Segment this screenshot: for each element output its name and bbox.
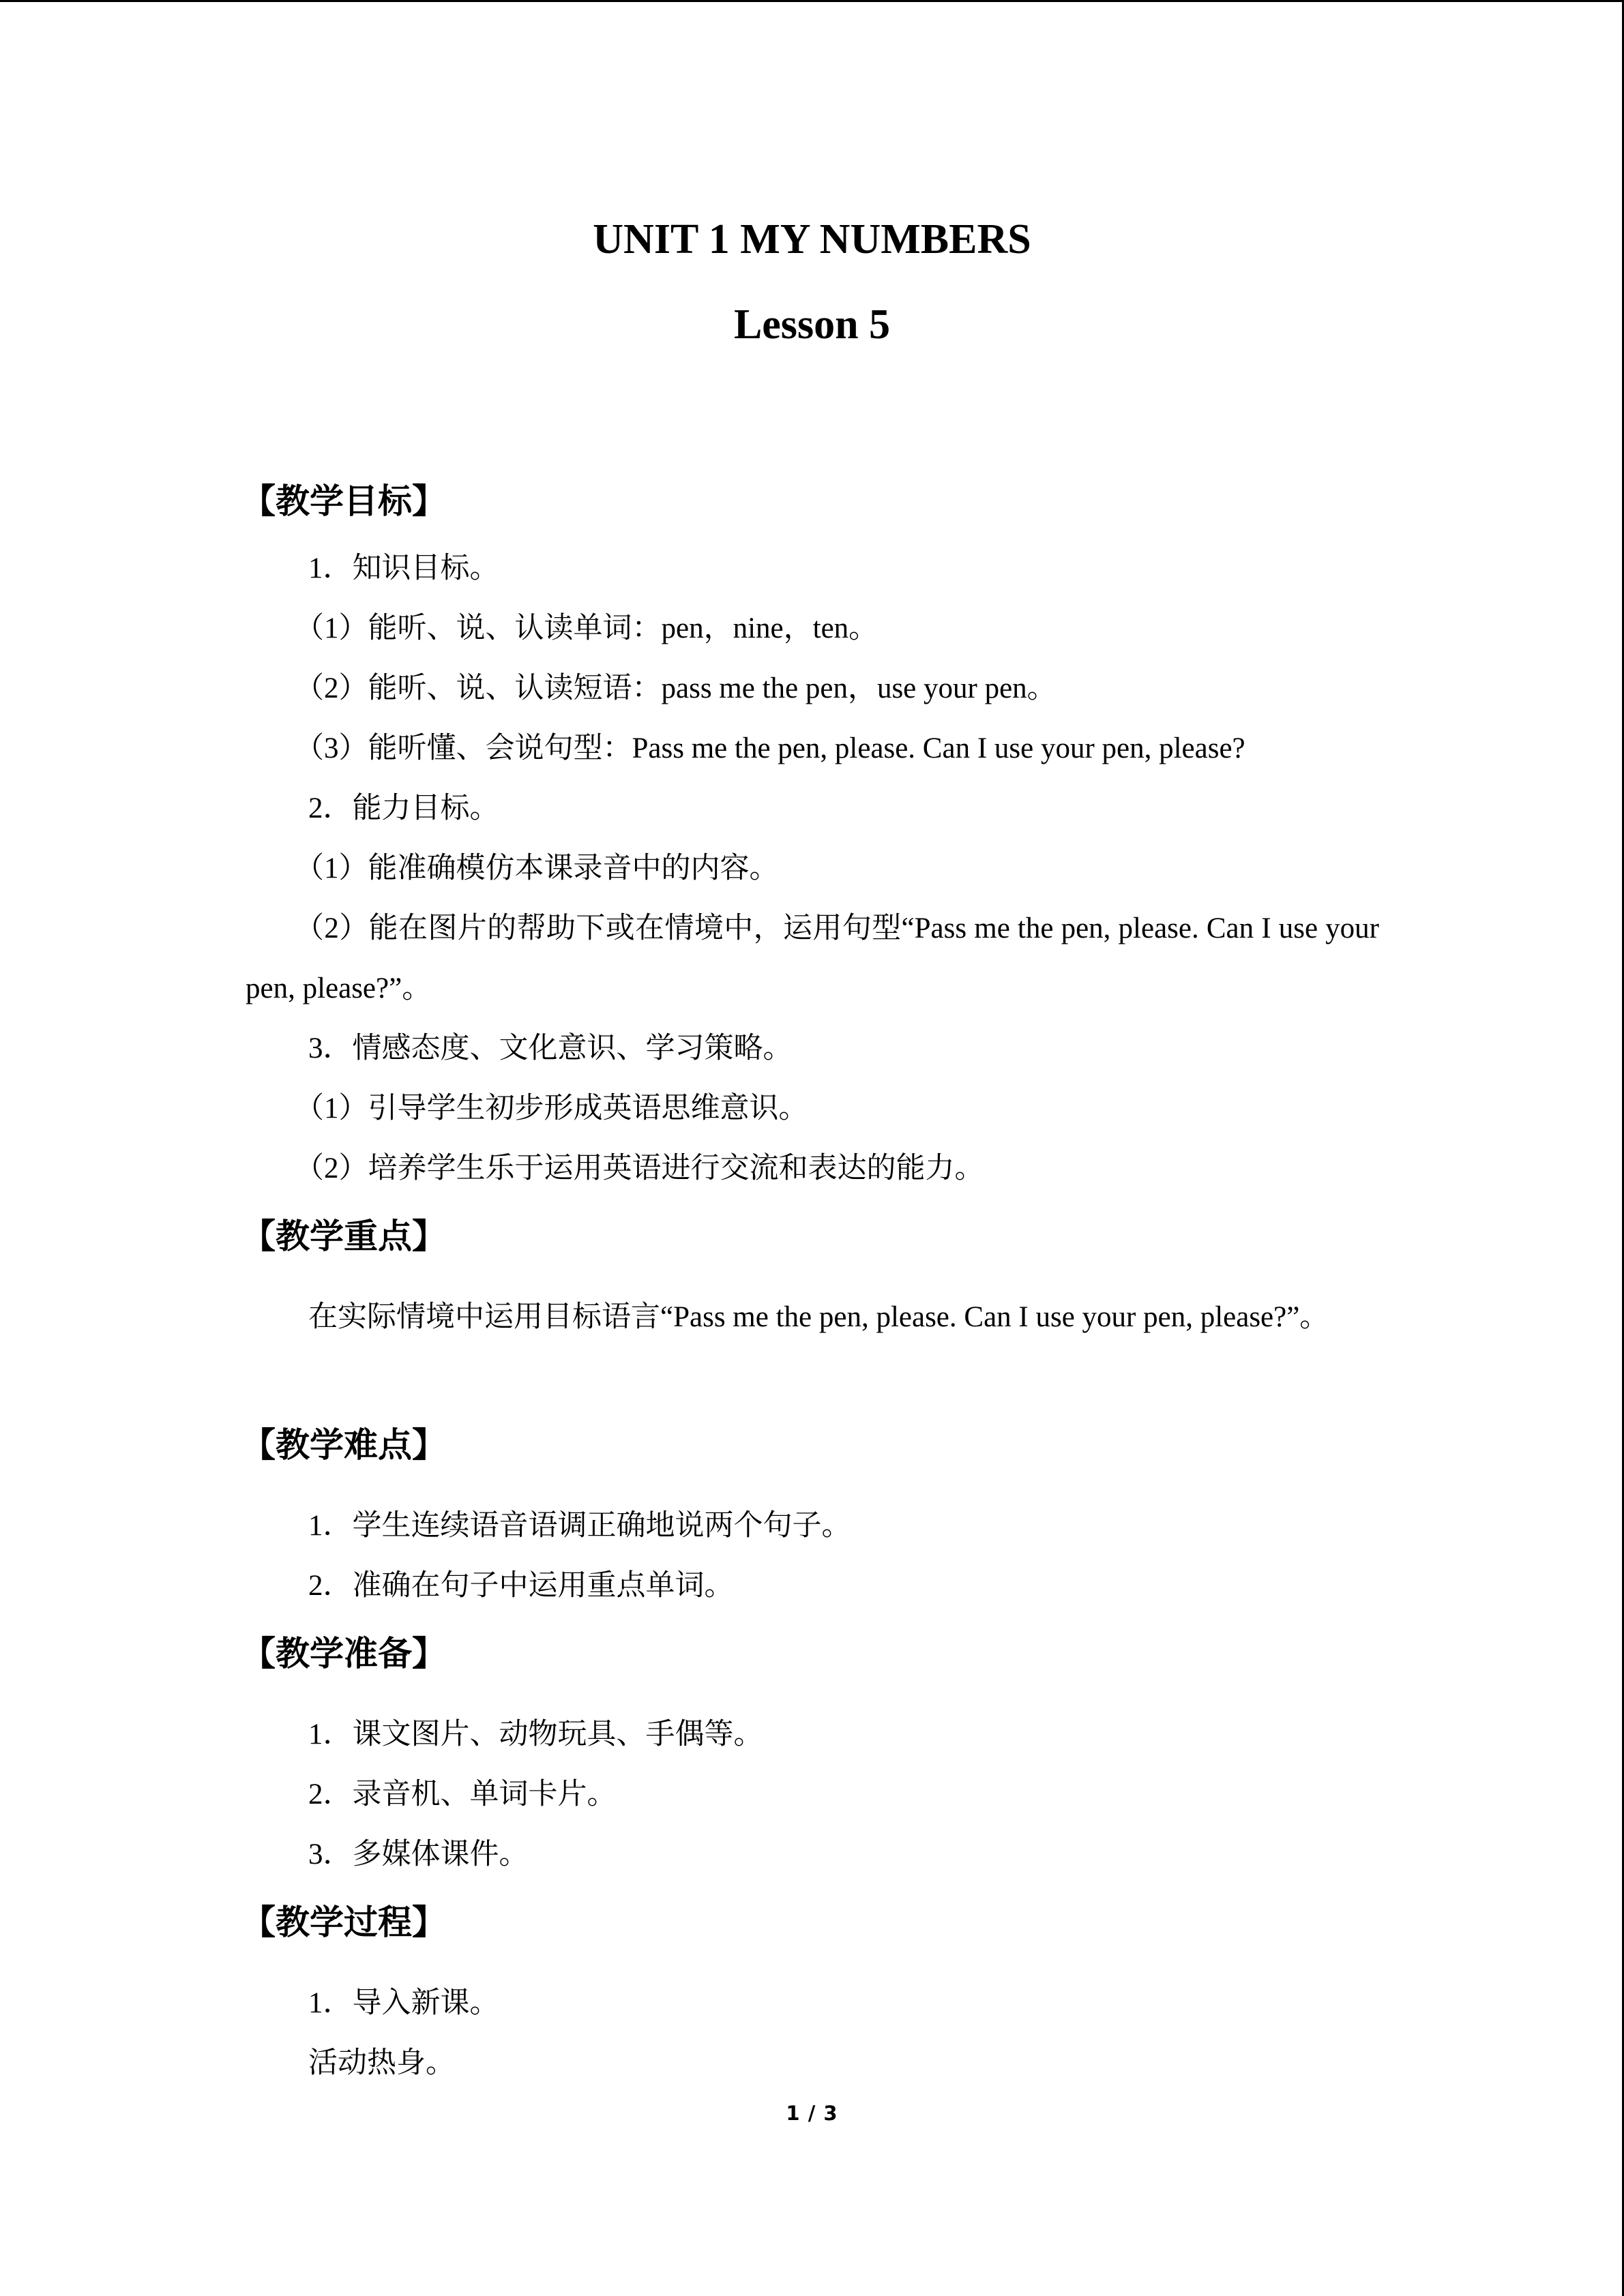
section-heading-difficulties: 【教学难点】 [241, 1425, 446, 1465]
section-heading-key-points: 【教学重点】 [241, 1217, 446, 1256]
key-points-text: 在实际情境中运用目标语言“Pass me the pen, please. Can I use your pen, please?”。 [308, 1301, 1329, 1333]
objective-item: （3）能听懂、会说句型：Pass me the pen, please. Can I use your pen, please? [295, 732, 1245, 764]
preparation-item: 2．录音机、单词卡片。 [308, 1778, 617, 1810]
document-body [241, 464, 1379, 2093]
preparation-item: 1．课文图片、动物玩具、手偶等。 [308, 1718, 763, 1750]
objective-item: （1）引导学生初步形成英语思维意识。 [295, 1092, 808, 1124]
objective-item: （1）能准确模仿本课录音中的内容。 [295, 852, 779, 884]
document-title: UNIT 1 MY NUMBERS [593, 216, 1031, 263]
objective-item: （1）能听、说、认读单词：pen，nine，ten。 [295, 612, 879, 644]
process-item: 1．导入新课。 [308, 1987, 499, 2019]
page-indicator: 1 / 3 [786, 2102, 838, 2125]
section-heading-objectives: 【教学目标】 [241, 481, 446, 521]
difficulty-item: 2．准确在句子中运用重点单词。 [308, 1570, 734, 1602]
section-heading-process: 【教学过程】 [241, 1903, 446, 1942]
document-subtitle: Lesson 5 [733, 301, 891, 348]
section-heading-preparation: 【教学准备】 [241, 1634, 446, 1673]
objective-item-wrapped [246, 899, 1379, 1019]
objective-item: 3．情感态度、文化意识、学习策略。 [308, 1032, 793, 1064]
objective-item: （2）能在图片的帮助下或在情境中，运用句型“Pass me the pen, please. Can I use your pen, please?”。 [246, 912, 1379, 1004]
objective-item: （2）培养学生乐于运用英语进行交流和表达的能力。 [295, 1152, 984, 1184]
page-top-border [0, 0, 1624, 2]
objective-item: 2．能力目标。 [308, 792, 499, 824]
objective-item: 1．知识目标。 [308, 552, 499, 584]
difficulty-item: 1．学生连续语音语调正确地说两个句子。 [308, 1510, 851, 1542]
objective-item: （2）能听、说、认读短语：pass me the pen，use your pen。 [295, 672, 1057, 704]
key-points-wrapped [246, 1287, 1379, 1407]
process-item: 活动热身。 [308, 2047, 455, 2079]
preparation-item: 3．多媒体课件。 [308, 1838, 529, 1870]
